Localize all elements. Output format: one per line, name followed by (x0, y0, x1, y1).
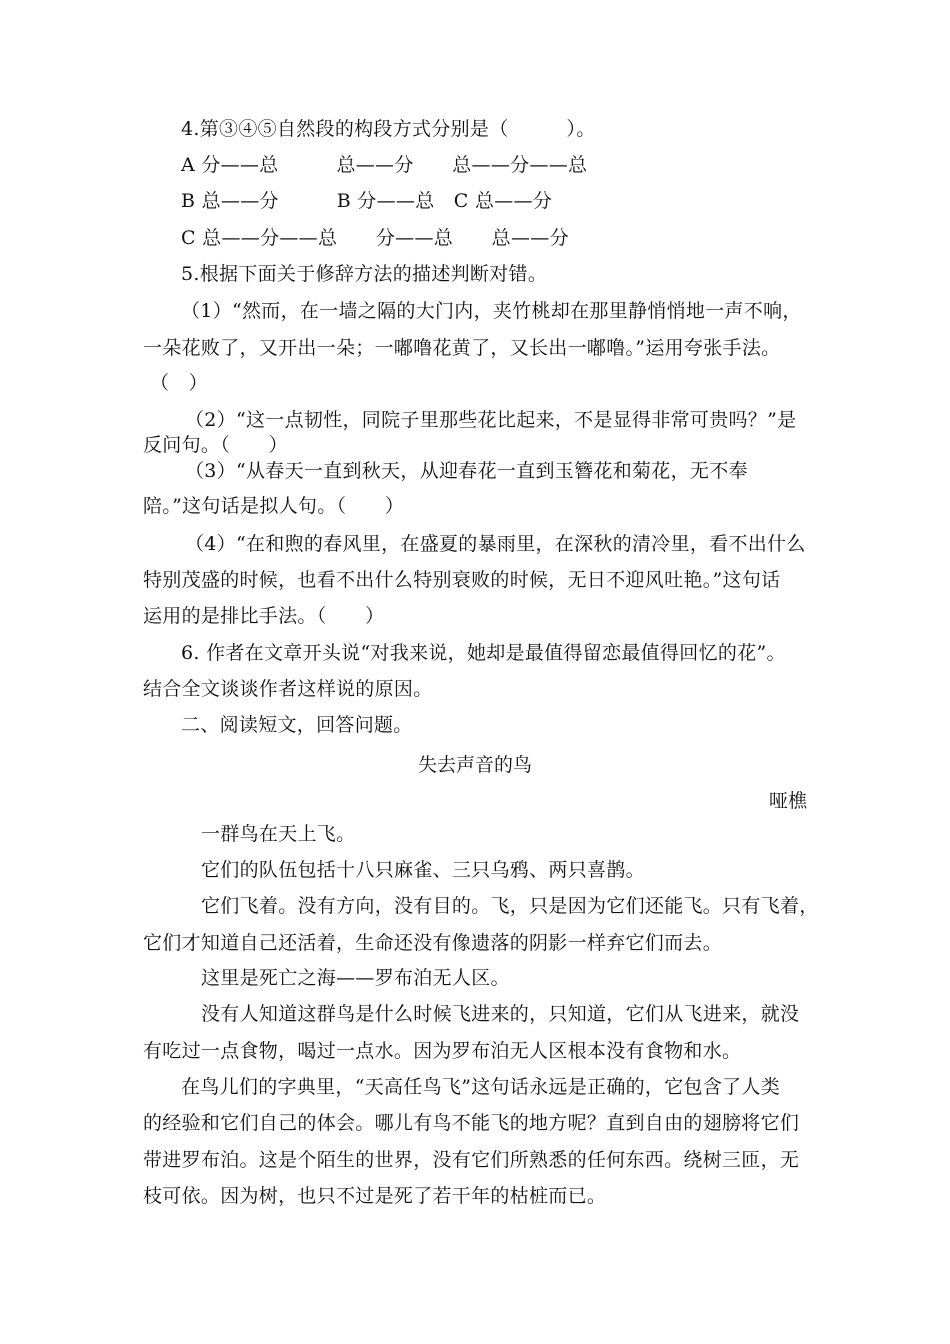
paragraph-3-line1: 它们飞着。没有方向，没有目的。飞，只是因为它们还能飞。只有飞着， (201, 895, 819, 917)
paragraph-2: 它们的队伍包括十八只麻雀、三只乌鸦、两只喜鹊。 (201, 859, 645, 881)
paragraph-6-line3: 带进罗布泊。这是个陌生的世界，没有它们所熟悉的任何东西。绕树三匝，无 (143, 1149, 800, 1171)
q5-item4-line3: 运用的是排比手法。（ ） (143, 605, 385, 627)
paragraph-4: 这里是死亡之海——罗布泊无人区。 (201, 967, 510, 989)
paragraph-5-line2: 有吃过一点食物，喝过一点水。因为罗布泊无人区根本没有食物和水。 (143, 1040, 742, 1062)
section2-heading: 二、阅读短文，回答问题。 (181, 714, 413, 736)
article-author: 哑樵 (768, 790, 807, 812)
article-title: 失去声音的鸟 (417, 754, 532, 776)
q5-item2-line2: 反问句。（ ） (143, 434, 288, 456)
q5-item1-line1: （1）“然而，在一墙之隔的大门内，夹竹桃却在那里静悄悄地一声不响， (181, 300, 802, 322)
q5-item1-line2: 一朵花败了，又开出一朵；一嘟噜花黄了，又长出一嘟噜。”运用夸张手法。 (143, 337, 781, 359)
paragraph-6-line4: 枝可依。因为树，也只不过是死了若干年的枯桩而已。 (143, 1185, 607, 1207)
paragraph-5-line1: 没有人知道这群鸟是什么时候飞进来的，只知道，它们从飞进来，就没 (201, 1003, 800, 1025)
paragraph-3-line2: 它们才知道自己还活着，生命还没有像遗落的阴影一样弃它们而去。 (143, 932, 723, 954)
q4-option-a: A 分——总 总——分 总——分——总 (181, 154, 588, 176)
paragraph-6-line1: 在鸟儿们的字典里，“天高任鸟飞”这句话永远是正确的，它包含了人类 (181, 1076, 781, 1098)
q4-stem: 4.第③④⑤自然段的构段方式分别是（ ）。 (181, 118, 596, 140)
q5-item1-line3: （ ） (150, 372, 208, 394)
q5-item2-line1: （2）“这一点韧性，同院子里那些花比起来，不是显得非常可贵吗？”是 (185, 409, 797, 431)
paragraph-1: 一群鸟在天上飞。 (201, 823, 356, 845)
q5-item4-line1: （4）“在和煦的春风里，在盛夏的暴雨里，在深秋的清冷里，看不出什么 (185, 533, 806, 555)
q5-item4-line2: 特别茂盛的时候，也看不出什么特别衰败的时候，无日不迎风吐艳。”这句话 (143, 569, 781, 591)
q4-option-c: C 总——分——总 分——总 总——分 (181, 227, 569, 249)
q5-item3-line2: 陪。”这句话是拟人句。（ ） (143, 495, 405, 517)
q4-option-b: B 总——分 B 分——总 C 总——分 (181, 190, 553, 212)
q6-line2: 结合全文谈谈作者这样说的原因。 (143, 678, 433, 700)
q5-stem: 5.根据下面关于修辞方法的描述判断对错。 (181, 263, 548, 285)
paragraph-6-line2: 的经验和它们自己的体会。哪儿有鸟不能飞的地方呢？直到自由的翅膀将它们 (143, 1112, 800, 1134)
q5-item3-line1: （3）“从春天一直到秋天，从迎春花一直到玉簪花和菊花，无不奉 (185, 460, 748, 482)
q6-line1: 6. 作者在文章开头说“对我来说，她却是最值得留恋最值得回忆的花”。 (181, 642, 786, 664)
